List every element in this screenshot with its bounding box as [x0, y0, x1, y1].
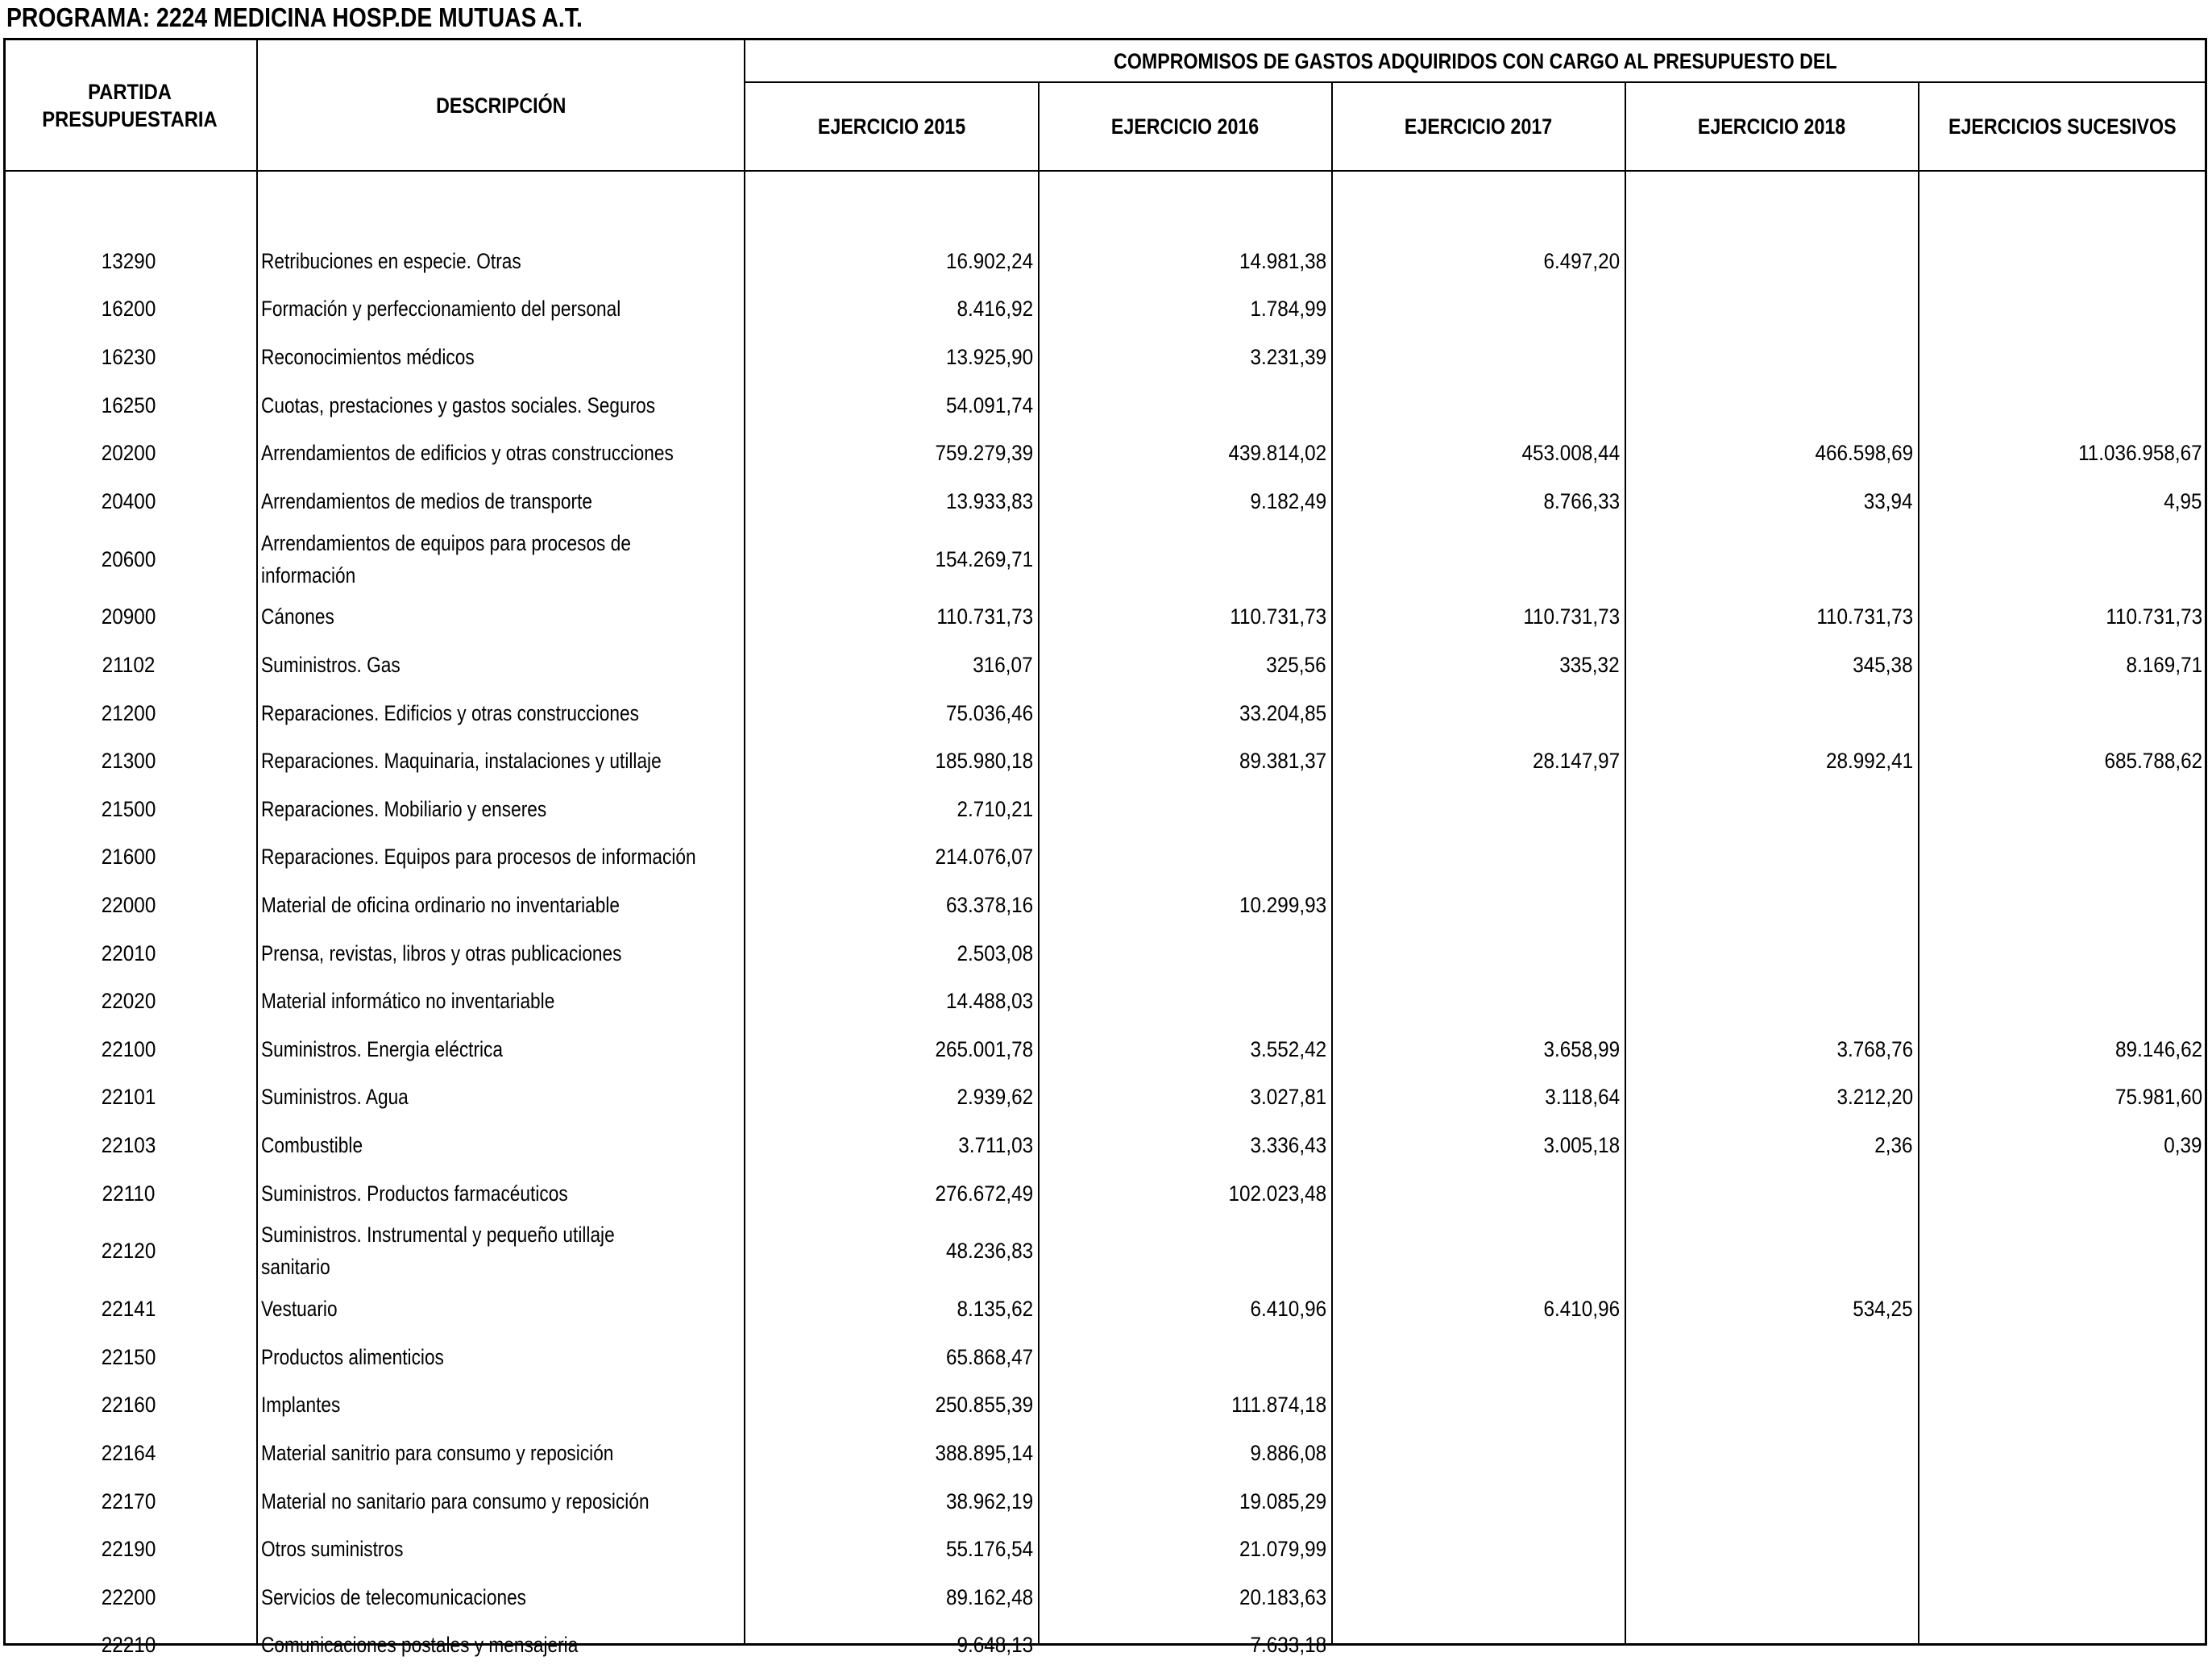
value-2017: 110.731,73 — [1523, 604, 1620, 629]
descripcion: Suministros. Productos farmacéuticos — [261, 1181, 568, 1206]
value-2018 — [1626, 881, 1913, 929]
value-2016: 14.981,38 — [1239, 248, 1326, 273]
descripcion: Reparaciones. Equipos para procesos de información — [261, 845, 696, 870]
value-2017: 335,32 — [1559, 652, 1620, 677]
value-2015: 214.076,07 — [935, 845, 1033, 870]
table-row — [0, 237, 2212, 285]
value-2016 — [1040, 525, 1326, 593]
descripcion: Reparaciones. Mobiliario y enseres — [261, 796, 547, 821]
value-2017 — [1333, 1573, 1620, 1621]
value-2017 — [1333, 785, 1620, 833]
value-2016: 89.381,37 — [1239, 749, 1326, 774]
value-2016: 1.784,99 — [1250, 297, 1326, 322]
descripcion: Suministros. Gas — [261, 652, 400, 677]
value-2015: 185.980,18 — [935, 749, 1033, 774]
value-2018 — [1626, 525, 1913, 593]
header-compromisos: COMPROMISOS DE GASTOS ADQUIRIDOS CON CARGO AL PRESUPUESTO DEL — [1113, 48, 1837, 73]
value-2015: 54.091,74 — [945, 392, 1033, 417]
value-2018 — [1626, 381, 1913, 430]
value-2015: 75.036,46 — [945, 700, 1033, 725]
value-2018 — [1626, 689, 1913, 737]
partida-code: 16230 — [102, 344, 156, 369]
value-2017: 3.118,64 — [1545, 1085, 1620, 1110]
value-sucesivos — [1919, 525, 2202, 593]
value-2015: 14.488,03 — [945, 989, 1033, 1014]
value-2016: 325,56 — [1266, 652, 1326, 677]
partida-code: 22210 — [102, 1633, 156, 1658]
value-2016 — [1040, 929, 1326, 978]
table-row — [0, 429, 2212, 477]
table-row — [0, 381, 2212, 430]
value-2017 — [1333, 1429, 1620, 1477]
header-ejercicio-2016: EJERCICIO 2016 — [1111, 114, 1260, 139]
partida-code: 22190 — [102, 1537, 156, 1562]
table-row — [0, 477, 2212, 525]
value-sucesivos: 11.036.958,67 — [2078, 441, 2202, 466]
descripcion: Material de oficina ordinario no inventariable — [261, 892, 620, 917]
value-2018 — [1626, 237, 1913, 285]
value-2018 — [1626, 1477, 1913, 1526]
header-ejercicio-2018: EJERCICIO 2018 — [1698, 114, 1846, 139]
descripcion: Servicios de telecomunicaciones — [261, 1584, 527, 1609]
value-2015: 13.925,90 — [945, 344, 1033, 369]
value-2016: 3.336,43 — [1250, 1132, 1326, 1157]
value-sucesivos — [1919, 237, 2202, 285]
value-2018 — [1626, 285, 1913, 334]
value-2018 — [1626, 833, 1913, 882]
partida-code: 22160 — [102, 1393, 156, 1418]
value-2018: 28.992,41 — [1825, 749, 1913, 774]
value-sucesivos: 685.788,62 — [2104, 749, 2202, 774]
value-2016: 6.410,96 — [1250, 1297, 1326, 1322]
value-2018: 534,25 — [1853, 1297, 1913, 1322]
table-row — [0, 1121, 2212, 1169]
table-row — [0, 977, 2212, 1025]
partida-code: 22103 — [102, 1132, 156, 1157]
partida-code: 21200 — [102, 700, 156, 725]
value-2016 — [1040, 1217, 1326, 1285]
table-row — [0, 1169, 2212, 1218]
value-2015: 48.236,83 — [945, 1239, 1033, 1264]
value-sucesivos — [1919, 881, 2202, 929]
value-sucesivos: 8.169,71 — [2126, 652, 2202, 677]
partida-code: 22150 — [102, 1344, 156, 1369]
value-sucesivos — [1919, 689, 2202, 737]
table-row — [0, 1025, 2212, 1073]
value-sucesivos — [1919, 1621, 2202, 1669]
value-2017: 3.005,18 — [1543, 1132, 1620, 1157]
table-row — [0, 1621, 2212, 1669]
table-row — [0, 1073, 2212, 1122]
value-sucesivos — [1919, 1477, 2202, 1526]
partida-code: 21600 — [102, 845, 156, 870]
value-sucesivos: 89.146,62 — [2114, 1036, 2202, 1061]
partida-code: 22110 — [102, 1181, 156, 1206]
value-sucesivos — [1919, 833, 2202, 882]
value-2016: 7.633,18 — [1250, 1633, 1326, 1658]
value-2016: 21.079,99 — [1239, 1537, 1326, 1562]
partida-code: 22101 — [102, 1085, 156, 1110]
value-2017 — [1333, 1381, 1620, 1430]
value-2016 — [1040, 977, 1326, 1025]
value-sucesivos — [1919, 1169, 2202, 1218]
table-row — [0, 1573, 2212, 1621]
table-row — [0, 1429, 2212, 1477]
table-row — [0, 593, 2212, 641]
value-2016: 111.874,18 — [1231, 1393, 1326, 1418]
partida-code: 22200 — [102, 1584, 156, 1609]
value-sucesivos: 110.731,73 — [2106, 604, 2202, 629]
descripcion: Prensa, revistas, libros y otras publicaciones — [261, 940, 622, 965]
value-2018 — [1626, 1169, 1913, 1218]
value-2016 — [1040, 785, 1326, 833]
value-sucesivos — [1919, 1285, 2202, 1333]
table-row — [0, 1477, 2212, 1526]
value-2017 — [1333, 881, 1620, 929]
page-title: PROGRAMA: 2224 MEDICINA HOSP.DE MUTUAS A.T. — [6, 2, 583, 32]
value-sucesivos: 0,39 — [2164, 1132, 2202, 1157]
value-2017: 3.658,99 — [1543, 1036, 1620, 1061]
table-row — [0, 285, 2212, 334]
value-2015: 110.731,73 — [936, 604, 1033, 629]
value-2015: 154.269,71 — [935, 546, 1033, 571]
header-ejercicios-sucesivos: EJERCICIOS SUCESIVOS — [1948, 114, 2177, 139]
partida-code: 20200 — [102, 441, 156, 466]
value-2017 — [1333, 285, 1620, 334]
value-2018 — [1626, 929, 1913, 978]
partida-code: 13290 — [102, 248, 156, 273]
value-sucesivos — [1919, 285, 2202, 334]
table-row — [0, 785, 2212, 833]
value-2017 — [1333, 929, 1620, 978]
descripcion: Suministros. Agua — [261, 1085, 409, 1110]
table-row — [0, 641, 2212, 689]
descripcion: Reparaciones. Edificios y otras construcciones — [261, 700, 639, 725]
value-2016: 3.027,81 — [1250, 1085, 1326, 1110]
value-2016: 19.085,29 — [1239, 1488, 1326, 1513]
table-row — [0, 689, 2212, 737]
value-2017: 6.410,96 — [1543, 1297, 1620, 1322]
value-2017: 6.497,20 — [1543, 248, 1620, 273]
value-sucesivos — [1919, 929, 2202, 978]
value-2016 — [1040, 1333, 1326, 1381]
value-2016: 3.231,39 — [1250, 344, 1326, 369]
value-2015: 38.962,19 — [945, 1488, 1033, 1513]
descripcion: Retribuciones en especie. Otras — [261, 248, 521, 273]
descripcion: Suministros. Energia eléctrica — [261, 1036, 504, 1061]
value-2018 — [1626, 1429, 1913, 1477]
value-2015: 9.648,13 — [957, 1633, 1033, 1658]
partida-code: 20400 — [102, 488, 156, 513]
value-2018: 110.731,73 — [1816, 604, 1913, 629]
value-2017 — [1333, 833, 1620, 882]
value-sucesivos — [1919, 1333, 2202, 1381]
header-partida: PARTIDA PRESUPUESTARIA — [42, 79, 218, 131]
value-sucesivos — [1919, 333, 2202, 381]
value-sucesivos — [1919, 1429, 2202, 1477]
partida-code: 22100 — [102, 1036, 156, 1061]
value-2018: 466.598,69 — [1815, 441, 1913, 466]
descripcion: Arrendamientos de equipos para procesos de información — [261, 530, 631, 587]
value-sucesivos — [1919, 1217, 2202, 1285]
descripcion: Reparaciones. Maquinaria, instalaciones y utillaje — [261, 749, 662, 774]
descripcion: Material sanitrio para consumo y reposición — [261, 1440, 614, 1465]
value-2015: 3.711,03 — [958, 1132, 1033, 1157]
value-2015: 55.176,54 — [945, 1537, 1033, 1562]
value-2015: 13.933,83 — [945, 488, 1033, 513]
value-2017 — [1333, 1333, 1620, 1381]
value-2015: 63.378,16 — [945, 892, 1033, 917]
table-row — [0, 929, 2212, 978]
value-2015: 316,07 — [973, 652, 1033, 677]
table-row — [0, 737, 2212, 785]
partida-code: 21102 — [102, 652, 156, 677]
value-2015: 8.135,62 — [957, 1297, 1033, 1322]
value-2017 — [1333, 1621, 1620, 1669]
partida-code: 22141 — [102, 1297, 156, 1322]
partida-code: 22000 — [102, 892, 156, 917]
descripcion: Material no sanitario para consumo y reposición — [261, 1488, 649, 1513]
value-2017 — [1333, 689, 1620, 737]
value-2016: 33.204,85 — [1239, 700, 1326, 725]
value-2017: 8.766,33 — [1543, 488, 1620, 513]
value-2018: 3.768,76 — [1836, 1036, 1913, 1061]
descripcion: Cánones — [261, 604, 334, 629]
partida-code: 22120 — [102, 1239, 156, 1264]
value-2018: 2,36 — [1874, 1132, 1913, 1157]
value-2018: 33,94 — [1864, 488, 1913, 513]
descripcion: Comunicaciones postales y mensajeria — [261, 1633, 579, 1658]
value-2015: 276.672,49 — [935, 1181, 1033, 1206]
value-2016 — [1040, 381, 1326, 430]
partida-code: 22170 — [102, 1488, 156, 1513]
value-2017: 453.008,44 — [1521, 441, 1620, 466]
value-2015: 2.503,08 — [957, 940, 1033, 965]
value-2017: 28.147,97 — [1532, 749, 1620, 774]
table-row — [0, 881, 2212, 929]
value-2016: 102.023,48 — [1228, 1181, 1326, 1206]
descripcion: Vestuario — [261, 1297, 338, 1322]
value-2017 — [1333, 1217, 1620, 1285]
value-2018 — [1626, 1333, 1913, 1381]
value-2017 — [1333, 1525, 1620, 1573]
descripcion: Reconocimientos médicos — [261, 344, 475, 369]
value-2018 — [1626, 1381, 1913, 1430]
value-2018: 345,38 — [1853, 652, 1913, 677]
table-row — [0, 1333, 2212, 1381]
partida-code: 20900 — [102, 604, 156, 629]
table-row — [0, 1381, 2212, 1430]
table-row — [0, 1217, 2212, 1285]
value-2018 — [1626, 1217, 1913, 1285]
table-row — [0, 1285, 2212, 1333]
value-2016: 110.731,73 — [1230, 604, 1326, 629]
value-2018 — [1626, 977, 1913, 1025]
value-2015: 16.902,24 — [945, 248, 1033, 273]
value-sucesivos: 4,95 — [2164, 488, 2202, 513]
partida-code: 16200 — [102, 297, 156, 322]
value-2016: 9.886,08 — [1250, 1440, 1326, 1465]
value-2018 — [1626, 1573, 1913, 1621]
value-2016: 439.814,02 — [1228, 441, 1326, 466]
table-row — [0, 525, 2212, 593]
partida-code: 16250 — [102, 392, 156, 417]
value-2015: 250.855,39 — [935, 1393, 1033, 1418]
value-sucesivos — [1919, 1525, 2202, 1573]
value-2015: 8.416,92 — [957, 297, 1033, 322]
value-sucesivos — [1919, 1381, 2202, 1430]
value-2016: 10.299,93 — [1239, 892, 1326, 917]
value-2015: 65.868,47 — [945, 1344, 1033, 1369]
value-2017 — [1333, 1169, 1620, 1218]
value-2018 — [1626, 333, 1913, 381]
value-2018 — [1626, 1621, 1913, 1669]
value-2015: 89.162,48 — [945, 1584, 1033, 1609]
partida-code: 20600 — [102, 546, 156, 571]
value-2017 — [1333, 381, 1620, 430]
descripcion: Suministros. Instrumental y pequeño utillaje sanitario — [261, 1223, 615, 1280]
table-row — [0, 1525, 2212, 1573]
header-ejercicio-2017: EJERCICIO 2017 — [1405, 114, 1553, 139]
value-2015: 2.939,62 — [957, 1085, 1033, 1110]
value-sucesivos — [1919, 977, 2202, 1025]
descripcion: Productos alimenticios — [261, 1344, 444, 1369]
value-sucesivos — [1919, 1573, 2202, 1621]
descripcion: Cuotas, prestaciones y gastos sociales. Seguros — [261, 392, 656, 417]
value-sucesivos — [1919, 785, 2202, 833]
partida-code: 22164 — [102, 1440, 156, 1465]
header-ejercicio-2015: EJERCICIO 2015 — [817, 114, 966, 139]
value-2018: 3.212,20 — [1836, 1085, 1913, 1110]
partida-code: 22020 — [102, 989, 156, 1014]
value-2016: 3.552,42 — [1250, 1036, 1326, 1061]
value-sucesivos: 75.981,60 — [2114, 1085, 2202, 1110]
descripcion: Formación y perfeccionamiento del personal — [261, 297, 621, 322]
value-2016: 9.182,49 — [1250, 488, 1326, 513]
value-2017 — [1333, 977, 1620, 1025]
descripcion: Arrendamientos de medios de transporte — [261, 488, 592, 513]
partida-code: 21500 — [102, 796, 156, 821]
partida-code: 22010 — [102, 940, 156, 965]
value-2015: 388.895,14 — [935, 1440, 1033, 1465]
table-row — [0, 833, 2212, 882]
table-row — [0, 333, 2212, 381]
partida-code: 21300 — [102, 749, 156, 774]
descripcion: Implantes — [261, 1393, 341, 1418]
descripcion: Material informático no inventariable — [261, 989, 555, 1014]
value-2018 — [1626, 1525, 1913, 1573]
value-2015: 265.001,78 — [935, 1036, 1033, 1061]
value-2015: 2.710,21 — [957, 796, 1033, 821]
value-2016: 20.183,63 — [1239, 1584, 1326, 1609]
value-2017 — [1333, 525, 1620, 593]
descripcion: Otros suministros — [261, 1537, 404, 1562]
value-2017 — [1333, 333, 1620, 381]
descripcion: Arrendamientos de edificios y otras construcciones — [261, 441, 674, 466]
header-divider — [3, 170, 2207, 172]
descripcion: Combustible — [261, 1132, 363, 1157]
value-2017 — [1333, 1477, 1620, 1526]
value-2018 — [1626, 785, 1913, 833]
value-2016 — [1040, 833, 1326, 882]
value-2015: 759.279,39 — [935, 441, 1033, 466]
value-sucesivos — [1919, 381, 2202, 430]
header-descripcion: DESCRIPCIÓN — [435, 93, 566, 118]
